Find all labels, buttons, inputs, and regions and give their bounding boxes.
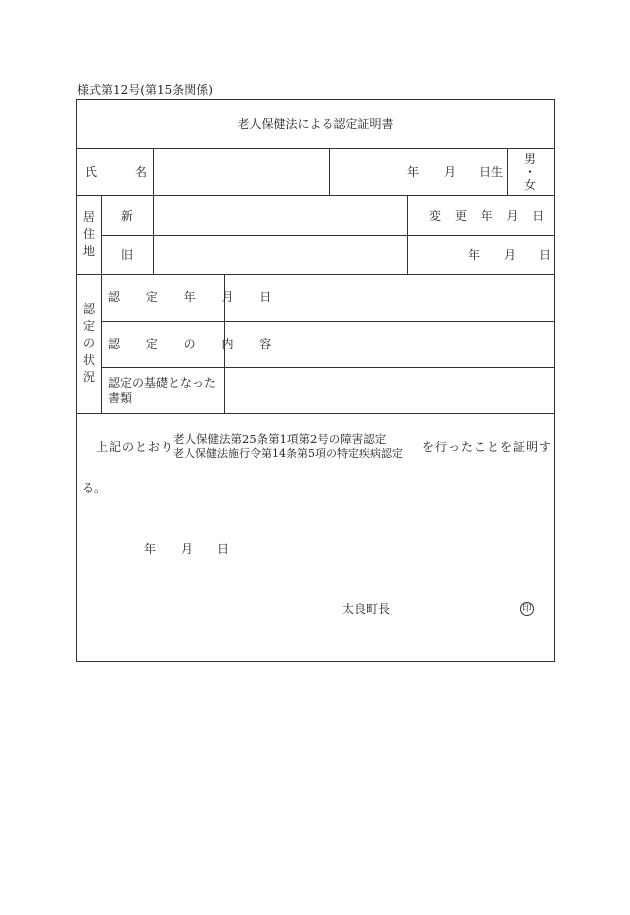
birth-day-label: 日生 — [479, 165, 504, 179]
change-date-label: 変 更 年 月 日 — [429, 209, 550, 223]
birth-year-label: 年 — [407, 165, 420, 179]
old-year-label: 年 — [468, 248, 481, 262]
form-reference: 様式第12号(第15条関係) — [77, 83, 213, 97]
sex-female-label: 女 — [524, 178, 537, 192]
rule-address-bottom — [77, 274, 554, 275]
rule-status-label — [101, 274, 102, 413]
name-label-a: 氏 — [85, 165, 98, 179]
rule-address-sub — [153, 195, 154, 274]
name-label-b: 名 — [135, 165, 148, 179]
issue-day-label: 日 — [217, 542, 230, 556]
rule-address-label — [101, 195, 102, 274]
issue-month-label: 月 — [181, 542, 194, 556]
cert-suffix: を行ったことを証明す — [422, 440, 553, 454]
rule-name-bottom — [77, 195, 554, 196]
status-basis-label-1: 認定の基礎となった — [108, 376, 217, 390]
cert-option-1: 老人保健法第25条第1項第2号の障害認定 — [173, 432, 387, 446]
rule-name-birth — [329, 148, 330, 195]
cert-option-2: 老人保健法施行令第14条第5項の特定疾病認定 — [173, 447, 403, 460]
old-day-label: 日 — [539, 248, 552, 262]
cert-continuation: る。 — [82, 481, 107, 495]
sex-separator: ・ — [524, 165, 537, 179]
rule-status-bottom — [77, 413, 554, 414]
old-month-label: 月 — [504, 248, 517, 262]
form-title: 老人保健法による認定証明書 — [237, 117, 394, 131]
rule-status-1 — [101, 321, 554, 322]
rule-title-bottom — [77, 148, 554, 149]
sex-male-label: 男 — [524, 152, 537, 166]
address-old-label: 旧 — [121, 248, 134, 262]
address-label: 居 住 地 — [82, 210, 95, 258]
rule-status-2 — [101, 367, 554, 368]
issuer-name: 太良町長 — [342, 602, 391, 616]
certificate-form — [76, 99, 555, 662]
rule-address-middle — [101, 235, 554, 236]
birth-month-label: 月 — [444, 165, 457, 179]
status-cert-date-label: 認 定 年 月 日 — [108, 290, 283, 304]
rule-name-sex — [507, 148, 508, 195]
status-label: 認 定 の 状 況 — [82, 302, 95, 384]
seal-mark: 印 — [520, 602, 534, 616]
cert-prefix: 上記のとおり — [96, 440, 175, 454]
rule-address-date — [407, 195, 408, 274]
rule-name-label — [153, 148, 154, 195]
status-cert-content-label: 認 定 の 内 容 — [108, 337, 283, 351]
issue-year-label: 年 — [144, 542, 157, 556]
address-new-label: 新 — [121, 209, 134, 223]
status-basis-label-2: 書類 — [108, 391, 133, 405]
